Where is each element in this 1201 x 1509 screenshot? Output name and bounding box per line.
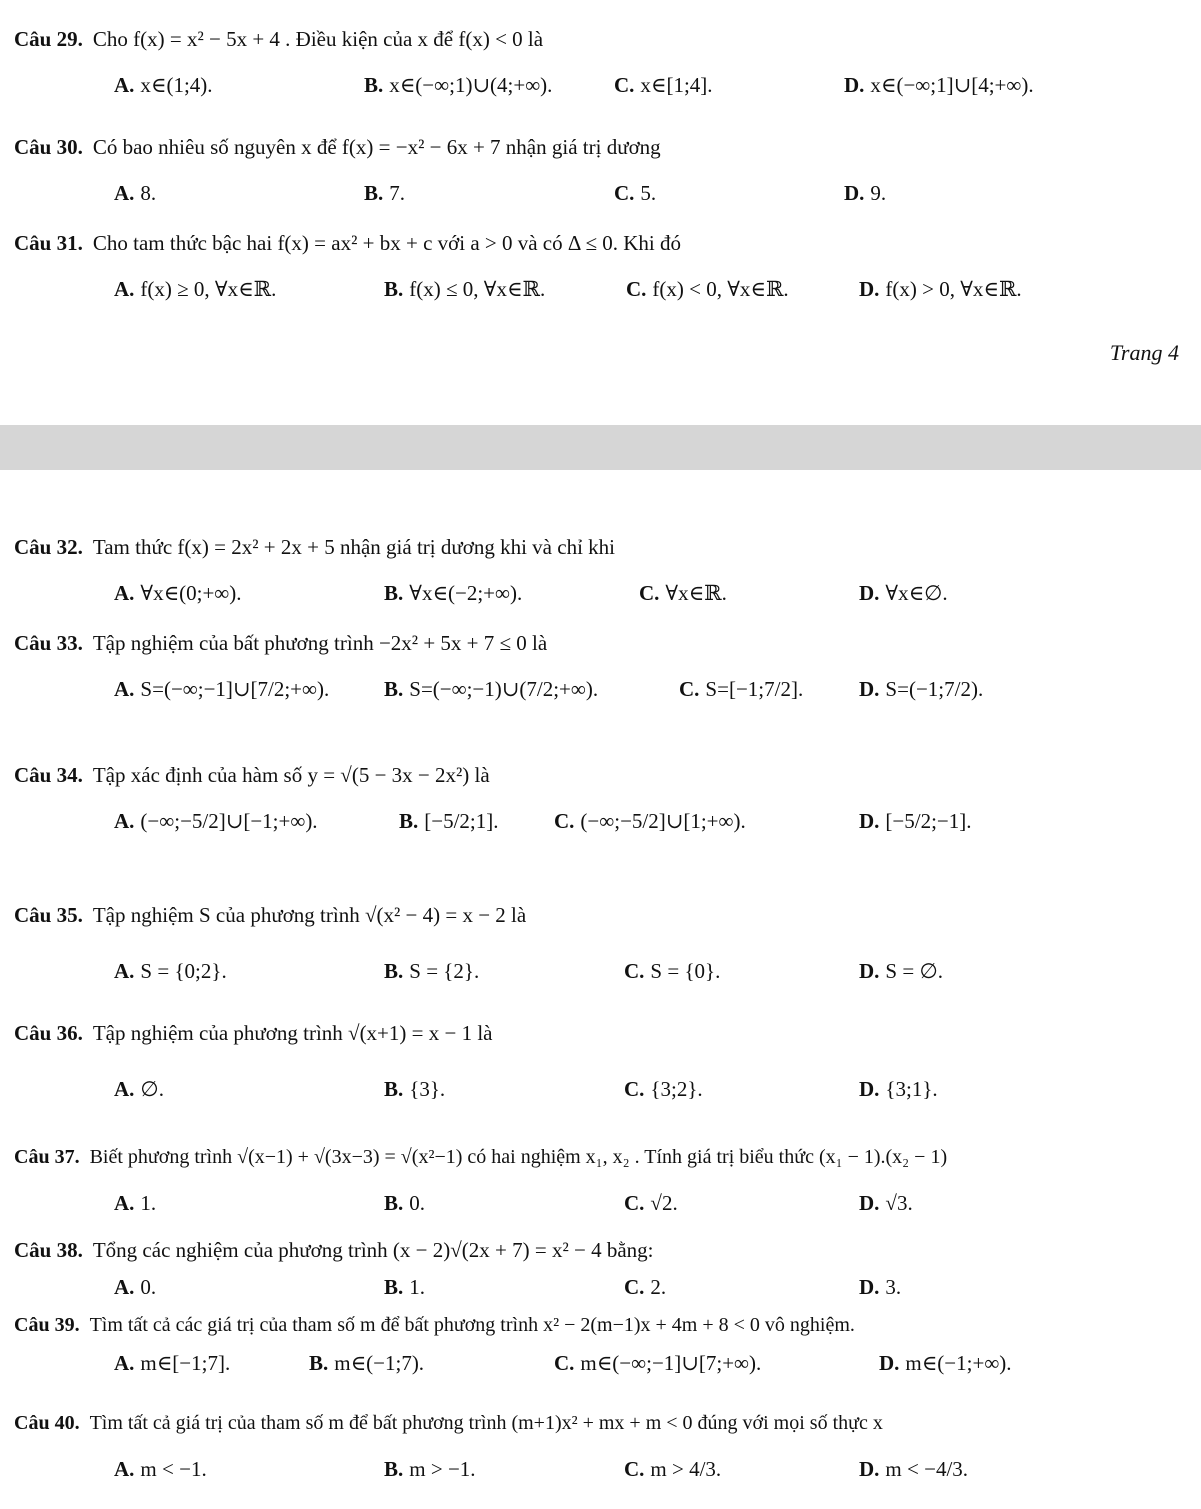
option-a[interactable] [114,798,318,844]
option-label: D. [879,1351,900,1375]
option-value: x∈(1;4). [140,73,213,97]
option-label: B. [399,809,419,833]
option-value: S=(−1;7/2). [885,677,984,701]
question-35 [14,892,1189,994]
question-29 [14,16,1189,108]
option-value: m∈(−∞;−1]∪[7;+∞). [580,1351,762,1375]
option-value: {3}. [409,1077,446,1101]
option-value: f(x) < 0, ∀x∈ℝ. [652,277,789,301]
option-c[interactable] [624,1180,678,1226]
option-a[interactable] [114,1066,164,1112]
page-bottom [0,470,1201,1509]
option-c[interactable] [624,1446,721,1492]
option-d[interactable] [859,948,943,994]
option-label: D. [859,1077,880,1101]
question-text: Có bao nhiêu số nguyên x để f(x) = −x² − 6x + 7 nhận giá trị dương [92,135,661,159]
option-c[interactable] [624,948,720,994]
option-value: x∈(−∞;1)∪(4;+∞). [389,73,553,97]
option-label: A. [114,581,135,605]
question-37 [14,1134,1189,1226]
option-value: ∀x∈ℝ. [665,581,727,605]
question-text: Tập nghiệm S của phương trình √(x² − 4) = x − 2 là [92,903,527,927]
option-label: A. [114,1457,135,1481]
option-value: 1. [409,1275,426,1299]
option-b[interactable] [364,170,405,216]
option-d[interactable] [859,266,1022,312]
option-a[interactable] [114,266,276,312]
option-value: 3. [885,1275,902,1299]
question-text: Tam thức f(x) = 2x² + 2x + 5 nhận giá trị dương khi và chỉ khi [92,535,615,559]
option-value: f(x) ≤ 0, ∀x∈ℝ. [409,277,546,301]
option-value: 1. [140,1191,157,1215]
question-text: Biết phương trình √(x−1) + √(3x−3) = √(x²−1) có hai nghiệm x₁, x₂ . Tính giá trị biểu thức (x₁ − 1).(x₂ − 1) [89,1146,948,1168]
option-b[interactable] [364,62,552,108]
option-value: f(x) ≥ 0, ∀x∈ℝ. [140,277,277,301]
option-value: S = {0;2}. [140,959,227,983]
option-value: {3;2}. [650,1077,703,1101]
option-label: A. [114,677,135,701]
option-label: B. [384,959,404,983]
option-label: A. [114,959,135,983]
option-label: C. [639,581,660,605]
option-value: ∅. [140,1077,164,1101]
option-d[interactable] [859,570,948,616]
option-value: m > 4/3. [650,1457,722,1481]
question-31 [14,220,1189,312]
option-c[interactable] [624,1270,666,1304]
option-label: B. [364,181,384,205]
option-value: ∀x∈(0;+∞). [140,581,242,605]
option-value: 5. [640,181,657,205]
question-text: Tổng các nghiệm của phương trình (x − 2)√(2x + 7) = x² − 4 bằng: [92,1238,654,1262]
option-label: C. [554,809,575,833]
question-number: Câu 29. [14,27,83,51]
option-value: m < −1. [140,1457,207,1481]
option-a[interactable] [114,170,156,216]
option-d[interactable] [859,1446,968,1492]
question-30 [14,124,1189,216]
option-value: √3. [885,1191,913,1215]
option-b[interactable] [384,266,545,312]
option-value: x∈[1;4]. [640,73,713,97]
option-value: m < −4/3. [885,1457,969,1481]
question-text: Tập nghiệm của bất phương trình −2x² + 5x + 7 ≤ 0 là [92,631,548,655]
option-value: S = ∅. [885,959,943,983]
option-value: [−5/2;1]. [424,809,499,833]
option-label: A. [114,809,135,833]
question-text: Tìm tất cả giá trị của tham số m để bất phương trình (m+1)x² + mx + m < 0 đúng với mọi số thực x [89,1412,883,1434]
option-label: C. [614,73,635,97]
option-b[interactable] [384,1180,425,1226]
option-value: [−5/2;−1]. [885,809,972,833]
option-value: S=[−1;7/2]. [705,677,804,701]
question-number: Câu 34. [14,763,83,787]
option-value: 9. [870,181,887,205]
option-a[interactable] [114,948,227,994]
option-label: B. [309,1351,329,1375]
option-c[interactable] [626,266,789,312]
option-value: f(x) > 0, ∀x∈ℝ. [885,277,1022,301]
page-number: Trang 4 [1109,340,1179,365]
option-value: 0. [140,1275,157,1299]
option-label: D. [859,1275,880,1299]
option-label: A. [114,1351,135,1375]
option-b[interactable] [384,570,522,616]
option-c[interactable] [554,798,746,844]
option-label: B. [384,1077,404,1101]
option-b[interactable] [384,1446,476,1492]
option-value: x∈(−∞;1]∪[4;+∞). [870,73,1034,97]
option-label: C. [554,1351,575,1375]
option-d[interactable] [859,666,983,712]
option-label: B. [384,677,404,701]
option-value: (−∞;−5/2]∪[1;+∞). [580,809,746,833]
option-c[interactable] [554,1344,761,1382]
option-label: C. [624,959,645,983]
question-34 [14,752,1189,844]
option-label: B. [384,1457,404,1481]
option-label: D. [859,959,880,983]
option-value: S = {2}. [409,959,480,983]
option-value: m > −1. [409,1457,476,1481]
option-value: 8. [140,181,157,205]
option-label: A. [114,1077,135,1101]
option-value: m∈[−1;7]. [140,1351,231,1375]
option-label: A. [114,73,135,97]
question-number: Câu 35. [14,903,83,927]
option-label: A. [114,1275,135,1299]
option-label: C. [624,1457,645,1481]
option-a[interactable] [114,1180,156,1226]
page-top [0,0,1201,425]
option-label: B. [384,1275,404,1299]
option-value: S=(−∞;−1]∪[7/2;+∞). [140,677,330,701]
page-separator [0,425,1201,470]
question-number: Câu 40. [14,1412,80,1434]
option-a[interactable] [114,1446,207,1492]
option-label: C. [624,1191,645,1215]
option-label: D. [859,1457,880,1481]
question-text: Cho f(x) = x² − 5x + 4 . Điều kiện của x để f(x) < 0 là [92,27,544,51]
option-c[interactable] [614,170,656,216]
option-b[interactable] [384,666,598,712]
option-label: D. [859,809,880,833]
option-label: D. [859,581,880,605]
question-32 [14,524,1189,616]
option-d[interactable] [859,1270,901,1304]
option-a[interactable] [114,62,213,108]
option-value: 7. [389,181,406,205]
option-c[interactable] [624,1066,703,1112]
question-number: Câu 36. [14,1021,83,1045]
option-label: A. [114,1191,135,1215]
option-c[interactable] [614,62,713,108]
option-label: C. [614,181,635,205]
option-d[interactable] [859,1066,938,1112]
question-number: Câu 31. [14,231,83,255]
option-d[interactable] [859,1180,913,1226]
option-value: S=(−∞;−1)∪(7/2;+∞). [409,677,599,701]
question-number: Câu 33. [14,631,83,655]
option-label: C. [624,1275,645,1299]
option-label: D. [859,677,880,701]
option-b[interactable] [309,1344,424,1382]
option-value: ∀x∈∅. [885,581,948,605]
option-value: √2. [650,1191,678,1215]
question-38 [14,1230,1189,1304]
option-b[interactable] [384,1066,445,1112]
question-36 [14,1010,1189,1112]
question-40 [14,1400,1189,1492]
question-33 [14,620,1189,712]
option-label: C. [679,677,700,701]
option-label: D. [859,1191,880,1215]
option-label: B. [384,277,404,301]
option-c[interactable] [639,570,727,616]
question-number: Câu 37. [14,1146,80,1168]
option-label: A. [114,181,135,205]
option-value: ∀x∈(−2;+∞). [409,581,523,605]
option-a[interactable] [114,1270,156,1304]
option-value: m∈(−1;+∞). [905,1351,1012,1375]
question-number: Câu 39. [14,1314,80,1336]
question-text: Tập nghiệm của phương trình √(x+1) = x − 1 là [92,1021,493,1045]
option-label: B. [364,73,384,97]
option-value: {3;1}. [885,1077,938,1101]
option-d[interactable] [859,798,972,844]
option-a[interactable] [114,666,329,712]
option-c[interactable] [679,666,803,712]
option-label: D. [859,277,880,301]
option-d[interactable] [844,170,886,216]
option-label: D. [844,181,865,205]
option-label: D. [844,73,865,97]
option-label: C. [626,277,647,301]
option-value: (−∞;−5/2]∪[−1;+∞). [140,809,318,833]
option-d[interactable] [879,1344,1012,1382]
option-a[interactable] [114,1344,230,1382]
option-d[interactable] [844,62,1034,108]
question-text: Tập xác định của hàm số y = √(5 − 3x − 2x²) là [92,763,490,787]
option-label: A. [114,277,135,301]
option-label: B. [384,1191,404,1215]
question-text: Cho tam thức bậc hai f(x) = ax² + bx + c với a > 0 và có Δ ≤ 0. Khi đó [92,231,682,255]
option-value: m∈(−1;7). [334,1351,425,1375]
question-number: Câu 38. [14,1238,83,1262]
question-number: Câu 30. [14,135,83,159]
option-b[interactable] [399,798,499,844]
option-value: 2. [650,1275,667,1299]
question-text: Tìm tất cả các giá trị của tham số m để bất phương trình x² − 2(m−1)x + 4m + 8 < 0 vô nghiệm. [89,1314,855,1336]
option-b[interactable] [384,1270,425,1304]
option-label: C. [624,1077,645,1101]
option-label: B. [384,581,404,605]
option-b[interactable] [384,948,479,994]
question-number: Câu 32. [14,535,83,559]
option-value: S = {0}. [650,959,721,983]
question-39 [14,1306,1189,1382]
option-value: 0. [409,1191,426,1215]
option-a[interactable] [114,570,242,616]
